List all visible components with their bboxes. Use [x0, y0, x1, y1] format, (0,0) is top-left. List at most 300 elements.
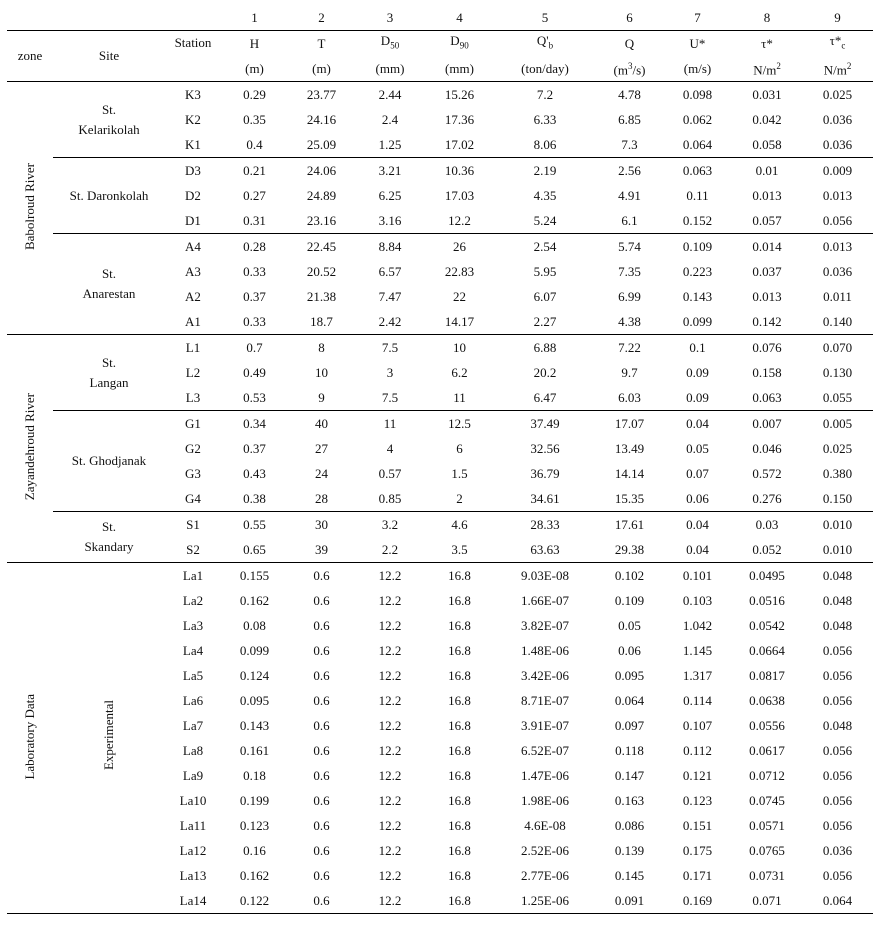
- data-cell: 12.2: [378, 717, 402, 733]
- data-cell: 8.06: [533, 136, 557, 152]
- data-cell: 0.036: [822, 111, 853, 127]
- data-cell: 12.2: [378, 692, 402, 708]
- col-number: 7: [694, 9, 701, 25]
- data-cell: 36.79: [530, 465, 560, 481]
- data-cell: 24.89: [306, 187, 337, 203]
- site-name-line: Anarestan: [82, 286, 136, 301]
- data-cell: 4.6E-08: [524, 817, 566, 833]
- site-label: [53, 512, 165, 563]
- data-cell: 14.14: [614, 465, 645, 481]
- data-cell: 32.56: [530, 440, 560, 456]
- data-cell: 16.8: [448, 742, 471, 758]
- data-cell: 0.055: [822, 389, 853, 405]
- zone-label: [7, 563, 53, 914]
- station-id: A2: [185, 288, 201, 304]
- data-cell: 7.2: [494, 82, 596, 108]
- data-cell: 0.162: [239, 867, 270, 883]
- data-cell: 12.2: [378, 592, 402, 608]
- col-symbol: [425, 31, 494, 57]
- data-cell: 0.09: [686, 364, 709, 380]
- unit-text: (mm): [375, 60, 405, 76]
- col-symbol: [802, 31, 873, 57]
- data-cell: 0.18: [243, 767, 266, 783]
- data-cell: 0.013: [802, 234, 873, 260]
- data-cell: 0.143: [239, 717, 270, 733]
- data-cell: 0.199: [239, 792, 270, 808]
- col-number: 8: [763, 9, 771, 25]
- data-cell: 0.0765: [749, 842, 785, 858]
- data-cell: 0.123: [239, 817, 270, 833]
- data-cell: 0.107: [682, 717, 713, 733]
- station-id: D3: [165, 158, 221, 184]
- data-cell: 16.8: [425, 563, 494, 589]
- table-row: [7, 512, 873, 538]
- data-cell: 0.056: [822, 692, 853, 708]
- site-header: Site: [53, 31, 165, 82]
- data-cell: 0.036: [822, 136, 853, 152]
- symbol-base: Q': [536, 33, 549, 49]
- data-cell: 12.2: [448, 212, 471, 228]
- data-cell: 0.16: [243, 842, 266, 858]
- station-id: La8: [182, 742, 204, 758]
- data-cell: 0.014: [732, 234, 802, 260]
- site-label: [53, 234, 165, 335]
- unit-text: (m/s): [683, 60, 712, 76]
- site-name-line: St.: [101, 354, 117, 370]
- data-cell: 0.163: [614, 792, 645, 808]
- data-cell: 0.142: [752, 313, 782, 329]
- site-name-line: St. Ghodjanak: [71, 453, 147, 468]
- data-cell: 0.036: [822, 842, 853, 858]
- data-cell: 16.8: [448, 642, 471, 658]
- site-label: [53, 335, 165, 411]
- data-cell: 14.17: [444, 313, 475, 329]
- data-cell: 0.0638: [749, 692, 785, 708]
- col-unit: [732, 56, 802, 82]
- unit-text: /s): [632, 62, 646, 78]
- data-cell: 17.07: [596, 411, 663, 437]
- data-cell: 13.49: [614, 440, 645, 456]
- col-symbol: [596, 31, 663, 57]
- data-cell: 28: [315, 490, 328, 506]
- data-cell: 0.056: [822, 792, 853, 808]
- data-cell: 0.152: [682, 212, 713, 228]
- col-unit: [596, 56, 663, 82]
- station-id: La5: [182, 667, 204, 683]
- data-cell: 0.097: [614, 717, 645, 733]
- data-cell: 7.3: [621, 136, 638, 152]
- data-cell: 0.130: [822, 364, 853, 380]
- col-number: 4: [456, 9, 463, 25]
- symbol-base: D: [380, 33, 391, 49]
- data-cell: 0.05: [686, 440, 709, 456]
- data-cell: 1.47E-06: [520, 767, 570, 783]
- data-cell: 24.06: [288, 158, 355, 184]
- col-number: 1: [251, 9, 258, 25]
- data-cell: 0.6: [313, 592, 330, 608]
- station-id: La13: [179, 867, 207, 883]
- data-cell: 0.31: [243, 212, 266, 228]
- data-cell: 0.169: [663, 888, 732, 914]
- symbol-subscript: 90: [459, 40, 469, 51]
- data-cell: 0.124: [239, 667, 270, 683]
- data-cell: 10.36: [425, 158, 494, 184]
- unit-superscript: 3: [627, 61, 633, 72]
- station-id: K1: [185, 136, 201, 152]
- data-cell: 0.010: [802, 512, 873, 538]
- data-cell: 0.112: [683, 742, 712, 758]
- data-cell: 0.046: [752, 440, 782, 456]
- col-symbol: [288, 31, 355, 57]
- data-cell: 17.03: [444, 187, 475, 203]
- station-id: K3: [165, 82, 221, 108]
- data-cell: 0.28: [221, 234, 288, 260]
- table-row: [7, 234, 873, 260]
- header-number-row: [7, 5, 873, 31]
- data-cell: 63.63: [530, 541, 560, 557]
- data-cell: 0.048: [822, 592, 853, 608]
- data-cell: 0.4: [246, 136, 263, 152]
- data-cell: 0.099: [239, 642, 270, 658]
- station-id: La3: [182, 617, 204, 633]
- col-number: 3: [386, 9, 394, 25]
- data-cell: 0.005: [802, 411, 873, 437]
- data-cell: 1.145: [682, 642, 713, 658]
- data-cell: 0.6: [288, 563, 355, 589]
- data-cell: 0.06: [686, 490, 709, 506]
- data-cell: 0.33: [243, 313, 266, 329]
- data-cell: 6.33: [533, 111, 557, 127]
- col-unit: [288, 56, 355, 82]
- data-cell: 0.6: [313, 742, 330, 758]
- data-cell: 0.062: [682, 111, 713, 127]
- data-cell: 3: [386, 364, 394, 380]
- site-name-line: St. Daronkolah: [69, 187, 149, 203]
- data-cell: 0.161: [239, 742, 270, 758]
- unit-text: (m: [613, 62, 628, 78]
- data-cell: 0.01: [732, 158, 802, 184]
- data-cell: 15.35: [614, 490, 645, 506]
- station-id: La4: [182, 642, 204, 658]
- col-unit: [802, 56, 873, 82]
- station-id: La6: [182, 692, 204, 708]
- data-cell: 7.47: [378, 288, 402, 304]
- data-cell: 2.54: [494, 234, 596, 260]
- data-cell: 2.44: [355, 82, 425, 108]
- data-cell: 23.16: [306, 212, 337, 228]
- data-cell: 0.0516: [749, 592, 785, 608]
- station-id: K2: [185, 111, 201, 127]
- data-cell: 0.49: [243, 364, 266, 380]
- data-cell: 0.0817: [749, 667, 785, 683]
- zone-label: [7, 335, 53, 563]
- data-cell: 0.43: [243, 465, 266, 481]
- col-number: 9: [834, 9, 841, 25]
- data-cell: 0.07: [686, 465, 709, 481]
- data-cell: 9.7: [621, 364, 638, 380]
- data-cell: 0.048: [822, 617, 853, 633]
- symbol-base: U*: [689, 35, 706, 51]
- zone-label: [7, 82, 53, 335]
- data-cell: 16.8: [425, 888, 494, 914]
- data-cell: 0.155: [221, 563, 288, 589]
- table-row: [7, 411, 873, 437]
- col-number: 6: [626, 9, 633, 25]
- data-cell: 0.109: [614, 592, 645, 608]
- data-cell: 22: [453, 288, 466, 304]
- data-cell: 1.98E-06: [520, 792, 570, 808]
- site-label: [53, 158, 165, 234]
- data-cell: 17.36: [444, 111, 475, 127]
- data-cell: 22.45: [288, 234, 355, 260]
- data-cell: 6.99: [618, 288, 641, 304]
- data-cell: 6.52E-07: [520, 742, 570, 758]
- data-cell: 0.025: [802, 82, 873, 108]
- data-cell: 24.16: [306, 111, 337, 127]
- data-cell: 7.35: [618, 263, 641, 279]
- data-cell: 0.091: [596, 888, 663, 914]
- data-cell: 11: [355, 411, 425, 437]
- site-name-line: Kelarikolah: [78, 121, 140, 137]
- data-cell: 6.85: [618, 111, 641, 127]
- data-cell: 12.2: [378, 617, 402, 633]
- data-cell: 0.6: [313, 717, 330, 733]
- data-cell: 0.102: [596, 563, 663, 589]
- data-cell: 4.6: [425, 512, 494, 538]
- data-cell: 29.38: [614, 541, 645, 557]
- data-cell: 37.49: [494, 411, 596, 437]
- data-cell: 0.7: [221, 335, 288, 361]
- data-cell: 7.22: [596, 335, 663, 361]
- data-cell: 0.276: [752, 490, 782, 506]
- data-cell: 20.52: [306, 263, 337, 279]
- data-cell: 3.91E-07: [520, 717, 570, 733]
- data-cell: 4.91: [618, 187, 641, 203]
- data-cell: 0.38: [243, 490, 266, 506]
- station-id: A3: [185, 263, 201, 279]
- data-cell: 1.25E-06: [494, 888, 596, 914]
- col-symbol: [355, 31, 425, 57]
- station-id: La14: [165, 888, 221, 914]
- data-cell: 0.145: [614, 867, 645, 883]
- data-cell: 0.099: [682, 313, 713, 329]
- data-cell: 12.2: [378, 842, 402, 858]
- data-cell: 6.25: [378, 187, 402, 203]
- data-cell: 0.122: [221, 888, 288, 914]
- data-cell: 0.118: [615, 742, 644, 758]
- symbol-subscript: c: [841, 40, 846, 51]
- data-cell: 0.010: [822, 541, 853, 557]
- data-cell: 0.37: [243, 288, 266, 304]
- sediment-data-table: [7, 5, 873, 914]
- data-cell: 5.95: [533, 263, 557, 279]
- data-cell: 0.06: [618, 642, 641, 658]
- data-cell: 2.77E-06: [520, 867, 570, 883]
- site-name-line: St.: [101, 101, 117, 117]
- data-cell: 12.2: [378, 817, 402, 833]
- station-id: S1: [165, 512, 221, 538]
- data-cell: 0.101: [663, 563, 732, 589]
- data-cell: 0.139: [614, 842, 645, 858]
- data-cell: 0.6: [313, 642, 330, 658]
- data-cell: 0.0556: [749, 717, 785, 733]
- data-cell: 10: [315, 364, 328, 380]
- symbol-subscript: 50: [390, 40, 400, 51]
- unit-text: N/m: [753, 62, 777, 78]
- data-cell: 11: [453, 389, 466, 405]
- data-cell: 0.6: [313, 817, 330, 833]
- data-cell: 0.171: [682, 867, 713, 883]
- data-cell: 6.07: [533, 288, 557, 304]
- data-cell: 0.1: [663, 335, 732, 361]
- data-cell: 9.03E-08: [494, 563, 596, 589]
- station-id: D2: [185, 187, 201, 203]
- data-cell: 21.38: [306, 288, 337, 304]
- data-cell: 0.150: [822, 490, 853, 506]
- col-number: 2: [318, 9, 325, 25]
- table-row: [7, 82, 873, 108]
- station-header: Station: [165, 31, 221, 82]
- data-cell: 28.33: [494, 512, 596, 538]
- data-cell: 0.162: [239, 592, 270, 608]
- data-cell: 25.09: [306, 136, 337, 152]
- data-cell: 2: [456, 490, 463, 506]
- symbol-base: τ*: [761, 35, 773, 51]
- data-cell: 12.2: [378, 642, 402, 658]
- station-id: G2: [185, 440, 201, 456]
- data-cell: 0.572: [752, 465, 782, 481]
- data-cell: 4.78: [596, 82, 663, 108]
- data-cell: 9: [318, 389, 325, 405]
- data-cell: 0.03: [732, 512, 802, 538]
- data-cell: 16.8: [448, 792, 471, 808]
- data-cell: 24: [315, 465, 328, 481]
- data-cell: 18.7: [310, 313, 333, 329]
- col-unit: [663, 56, 732, 82]
- site-name-line: St.: [101, 519, 117, 534]
- data-cell: 1.48E-06: [520, 642, 570, 658]
- data-cell: 0.031: [732, 82, 802, 108]
- data-cell: 3.21: [355, 158, 425, 184]
- data-cell: 0.11: [686, 187, 709, 203]
- data-cell: 0.063: [752, 389, 782, 405]
- data-cell: 0.143: [682, 288, 713, 304]
- data-cell: 0.09: [686, 389, 709, 405]
- data-cell: 0.34: [221, 411, 288, 437]
- data-cell: 12.2: [355, 563, 425, 589]
- data-cell: 12.5: [425, 411, 494, 437]
- data-cell: 0.007: [732, 411, 802, 437]
- data-cell: 17.61: [596, 512, 663, 538]
- data-cell: 0.064: [802, 888, 873, 914]
- data-cell: 0.0617: [749, 742, 785, 758]
- data-cell: 1.25: [378, 136, 402, 152]
- station-id: G4: [185, 490, 201, 506]
- data-cell: 16.8: [448, 667, 471, 683]
- col-symbol: [732, 31, 802, 57]
- data-cell: 0.056: [822, 667, 853, 683]
- data-cell: 0.013: [752, 187, 782, 203]
- data-cell: 0.380: [822, 465, 853, 481]
- station-id: La7: [182, 717, 204, 733]
- data-cell: 0.0664: [749, 642, 785, 658]
- data-cell: 1.5: [451, 465, 468, 481]
- data-cell: 4: [386, 440, 394, 456]
- table-row: [7, 563, 873, 589]
- data-cell: 8.71E-07: [520, 692, 570, 708]
- data-cell: 0.109: [663, 234, 732, 260]
- data-cell: 3.16: [378, 212, 402, 228]
- data-cell: 34.61: [530, 490, 560, 506]
- data-cell: 6.88: [494, 335, 596, 361]
- col-number: 5: [541, 9, 549, 25]
- data-cell: 0.140: [822, 313, 853, 329]
- data-cell: 0.103: [682, 592, 713, 608]
- data-cell: 5.74: [596, 234, 663, 260]
- col-unit: [221, 56, 288, 82]
- data-cell: 0.048: [802, 563, 873, 589]
- data-cell: 0.114: [683, 692, 712, 708]
- table-row: [7, 335, 873, 361]
- data-cell: 0.65: [243, 541, 266, 557]
- data-cell: 0.27: [243, 187, 266, 203]
- data-cell: 16.8: [448, 617, 471, 633]
- data-cell: 8: [288, 335, 355, 361]
- station-id: L2: [185, 364, 201, 380]
- data-cell: 0.0712: [749, 767, 785, 783]
- data-cell: 0.064: [682, 136, 713, 152]
- data-cell: 4.35: [533, 187, 557, 203]
- data-cell: 40: [288, 411, 355, 437]
- data-cell: 0.076: [732, 335, 802, 361]
- data-cell: 3.2: [355, 512, 425, 538]
- data-cell: 0.037: [752, 263, 782, 279]
- data-cell: 0.147: [614, 767, 645, 783]
- data-cell: 7.5: [381, 389, 399, 405]
- data-cell: 16.8: [448, 692, 471, 708]
- data-cell: 2.56: [596, 158, 663, 184]
- data-cell: 0.042: [752, 111, 782, 127]
- zone-name: Babolroud River: [22, 162, 37, 250]
- data-cell: 0.121: [682, 767, 713, 783]
- site-name-line: Langan: [89, 374, 129, 390]
- station-id: L1: [165, 335, 221, 361]
- data-cell: 2.27: [533, 313, 557, 329]
- station-id: A4: [165, 234, 221, 260]
- data-cell: 0.6: [288, 888, 355, 914]
- data-cell: 6.57: [378, 263, 402, 279]
- data-cell: 0.013: [822, 187, 853, 203]
- site-label: [53, 563, 165, 914]
- station-id: G3: [185, 465, 201, 481]
- data-cell: 15.26: [425, 82, 494, 108]
- data-cell: 27: [315, 440, 328, 456]
- station-id: La11: [179, 817, 207, 833]
- col-unit: [355, 56, 425, 82]
- symbol-subscript: b: [548, 40, 554, 51]
- station-id: La12: [179, 842, 207, 858]
- data-cell: 22.83: [444, 263, 475, 279]
- data-cell: 0.095: [614, 667, 645, 683]
- data-cell: 20.2: [533, 364, 557, 380]
- data-cell: 0.036: [822, 263, 853, 279]
- data-cell: 0.21: [221, 158, 288, 184]
- data-cell: 8.84: [355, 234, 425, 260]
- data-cell: 16.8: [448, 817, 471, 833]
- symbol-base: τ*: [829, 33, 842, 49]
- data-cell: 6.03: [618, 389, 641, 405]
- data-cell: 0.6: [313, 667, 330, 683]
